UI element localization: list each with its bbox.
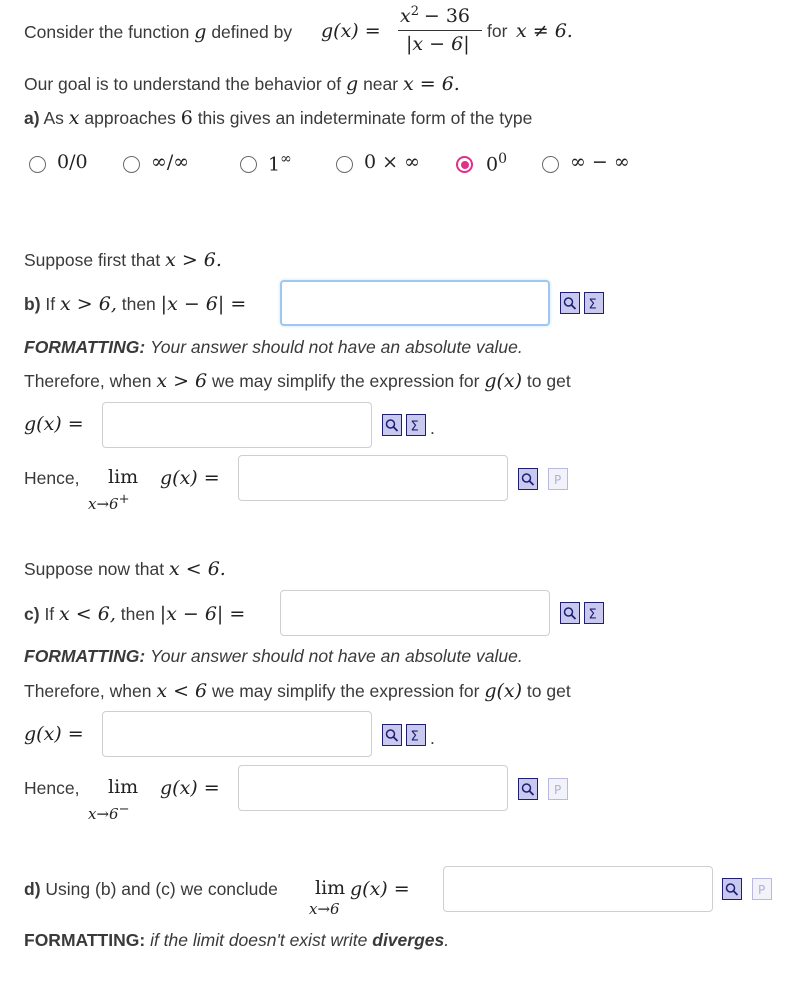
sigma-icon[interactable] <box>584 602 604 624</box>
intro-condition-for: for <box>487 21 508 41</box>
radio-0-times-inf[interactable] <box>336 156 353 173</box>
gx-plus-label: g(x) = <box>24 413 84 435</box>
svg-text:Σ: Σ <box>588 607 597 623</box>
gx-plus-input[interactable] <box>102 402 372 448</box>
formatting-note-b: FORMATTING: Your answer should not have an absolute value. <box>24 337 523 357</box>
radio-inf-over-inf[interactable] <box>123 156 140 173</box>
option-label-inf-minus-inf: ∞ − ∞ <box>570 151 630 173</box>
lim-d-input[interactable] <box>443 866 713 912</box>
radio-0-over-0[interactable] <box>29 156 46 173</box>
lim-plus: lim <box>108 466 139 488</box>
suppose-minus: Suppose now that x < 6. <box>24 558 226 580</box>
lim-d-subscript: x→6 <box>309 900 340 918</box>
p-icon[interactable] <box>752 878 772 900</box>
intro-condition: x ≠ 6. <box>516 20 573 42</box>
goal-text: Our goal is to understand the behavior of g near x = 6. <box>24 73 460 95</box>
svg-text:Σ: Σ <box>410 729 419 745</box>
sigma-icon[interactable] <box>584 292 604 314</box>
lim-minus-gx: g(x) = <box>160 777 220 799</box>
therefore-plus: Therefore, when x > 6 we may simplify the expression for g(x) to get <box>24 370 571 392</box>
radio-1-pow-inf[interactable] <box>240 156 257 173</box>
lim-minus-subscript: x→6− <box>88 802 130 823</box>
lim-plus-subscript: x→6+ <box>88 492 130 513</box>
lim-d: lim <box>315 877 346 899</box>
hence-minus: Hence, <box>24 778 80 798</box>
suppose-plus: Suppose first that x > 6. <box>24 249 222 271</box>
lim-plus-gx: g(x) = <box>160 467 220 489</box>
svg-text:Σ: Σ <box>410 419 419 435</box>
lim-plus-input[interactable] <box>238 455 508 501</box>
svg-text:P: P <box>554 473 562 487</box>
lim-d-gx: g(x) = <box>350 878 410 900</box>
preview-icon[interactable] <box>382 414 402 436</box>
preview-icon[interactable] <box>560 602 580 624</box>
radio-0-pow-0[interactable] <box>456 156 473 173</box>
part-a-question: a) As x approaches 6 this gives an indeterminate form of the type <box>24 107 533 129</box>
formatting-note-c: FORMATTING: Your answer should not have an absolute value. <box>24 646 523 666</box>
p-icon[interactable] <box>548 468 568 490</box>
radio-inf-minus-inf[interactable] <box>542 156 559 173</box>
svg-text:Σ: Σ <box>588 297 597 313</box>
preview-icon[interactable] <box>722 878 742 900</box>
formatting-note-d: FORMATTING: if the limit doesn't exist write diverges. <box>24 930 450 950</box>
part-c-answer-input[interactable] <box>280 590 550 636</box>
hence-plus: Hence, <box>24 468 80 488</box>
gx-minus-label: g(x) = <box>24 723 84 745</box>
sigma-icon[interactable] <box>406 414 426 436</box>
part-b-question: b) If x > 6, then |x − 6| = <box>24 293 247 315</box>
lim-minus-input[interactable] <box>238 765 508 811</box>
preview-icon[interactable] <box>518 468 538 490</box>
option-label-0-pow-0: $0^0$ <box>486 151 508 176</box>
preview-icon[interactable] <box>518 778 538 800</box>
intro-gx: g(x) = <box>321 20 381 42</box>
fraction-denominator: |x − 6| <box>406 33 470 55</box>
option-label-inf-over-inf: ∞/∞ <box>151 151 190 173</box>
sigma-icon[interactable] <box>406 724 426 746</box>
part-b-answer-input[interactable] <box>280 280 550 326</box>
svg-text:P: P <box>758 883 766 897</box>
p-icon[interactable] <box>548 778 568 800</box>
option-label-0-over-0: 0/0 <box>57 151 88 173</box>
preview-icon[interactable] <box>382 724 402 746</box>
option-label-0-times-inf: 0 × ∞ <box>364 151 420 173</box>
intro-text: Consider the function g defined by <box>24 21 293 43</box>
lim-minus: lim <box>108 776 139 798</box>
gx-plus-period: . <box>430 418 435 438</box>
preview-icon[interactable] <box>560 292 580 314</box>
therefore-minus: Therefore, when x < 6 we may simplify the expression for g(x) to get <box>24 680 571 702</box>
option-label-1-pow-inf: 1∞ <box>268 151 292 176</box>
part-c-question: c) If x < 6, then |x − 6| = <box>24 603 246 625</box>
svg-text:P: P <box>554 783 562 797</box>
part-d-question: d) Using (b) and (c) we conclude <box>24 879 278 899</box>
fraction-numerator: $x^2 - 36$ <box>400 4 471 27</box>
fraction-bar <box>398 30 482 31</box>
gx-minus-period: . <box>430 728 435 748</box>
gx-minus-input[interactable] <box>102 711 372 757</box>
